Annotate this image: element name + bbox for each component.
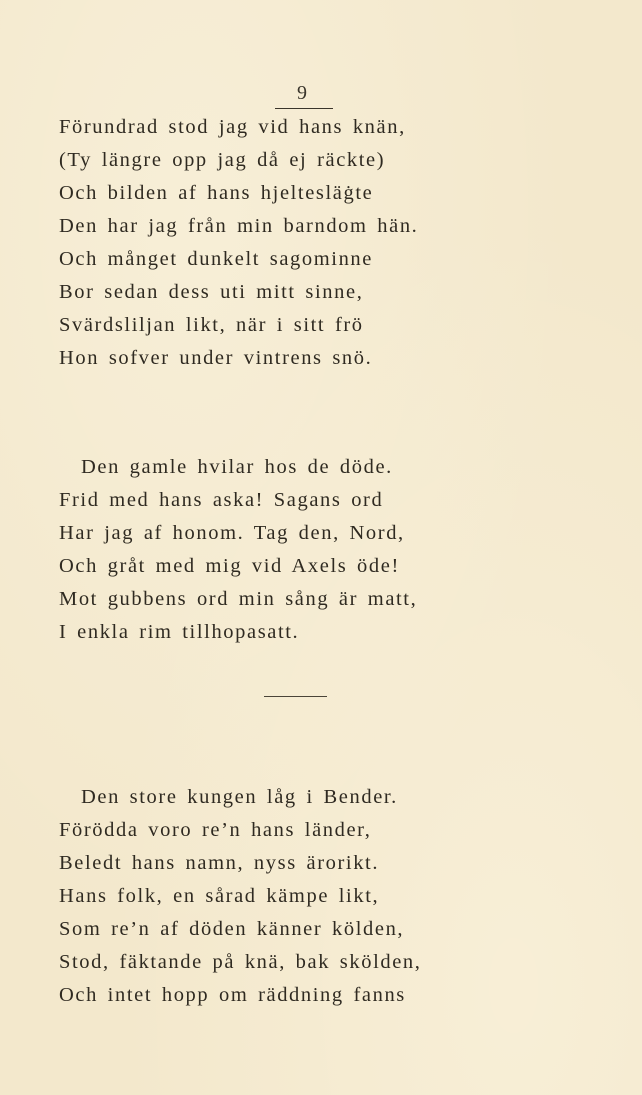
verse-line-indented: Den gamle hvilar hos de döde. — [81, 456, 393, 478]
verse-line: Och månget dunkelt sagominne — [59, 248, 373, 270]
verse-line: Förundrad stod jag vid hans knän, — [59, 116, 406, 138]
verse-line: Och gråt med mig vid Axels öde! — [59, 555, 400, 577]
verse-line: Bor sedan dess uti mitt sinne, — [59, 281, 364, 303]
page-number-underline — [275, 108, 333, 109]
verse-line: Stod, fäktande på knä, bak skölden, — [59, 951, 422, 973]
verse-line: Beledt hans namn, nyss ärorikt. — [59, 852, 380, 874]
stanza-2 — [59, 451, 417, 649]
verse-line: Hon sofver under vintrens snö. — [59, 347, 373, 369]
verse-line: Den har jag från min barndom hän. — [59, 215, 419, 237]
section-divider — [264, 696, 327, 697]
verse-line: Svärdsliljan likt, när i sitt frö — [59, 314, 364, 336]
verse-line: Och bilden af hans hjeltesläġte — [59, 182, 374, 204]
verse-line: Har jag af honom. Tag den, Nord, — [59, 522, 405, 544]
page-number: 9 — [297, 82, 307, 104]
stanza-3 — [59, 781, 421, 1012]
verse-line: Förödda voro re’n hans länder, — [59, 819, 372, 841]
verse-line: Som re’n af döden känner kölden, — [59, 918, 405, 940]
verse-line: (Ty längre opp jag då ej räckte) — [59, 149, 386, 171]
verse-line: Frid med hans aska! Sagans ord — [59, 489, 384, 511]
verse-line: Mot gubbens ord min sång är matt, — [59, 588, 418, 610]
verse-line: I enkla rim tillhopasatt. — [59, 621, 300, 643]
verse-line-indented: Den store kungen låg i Bender. — [81, 786, 398, 808]
stanza-1 — [59, 111, 418, 375]
verse-line: Hans folk, en sårad kämpe likt, — [59, 885, 380, 907]
verse-line: Och intet hopp om räddning fanns — [59, 984, 406, 1006]
